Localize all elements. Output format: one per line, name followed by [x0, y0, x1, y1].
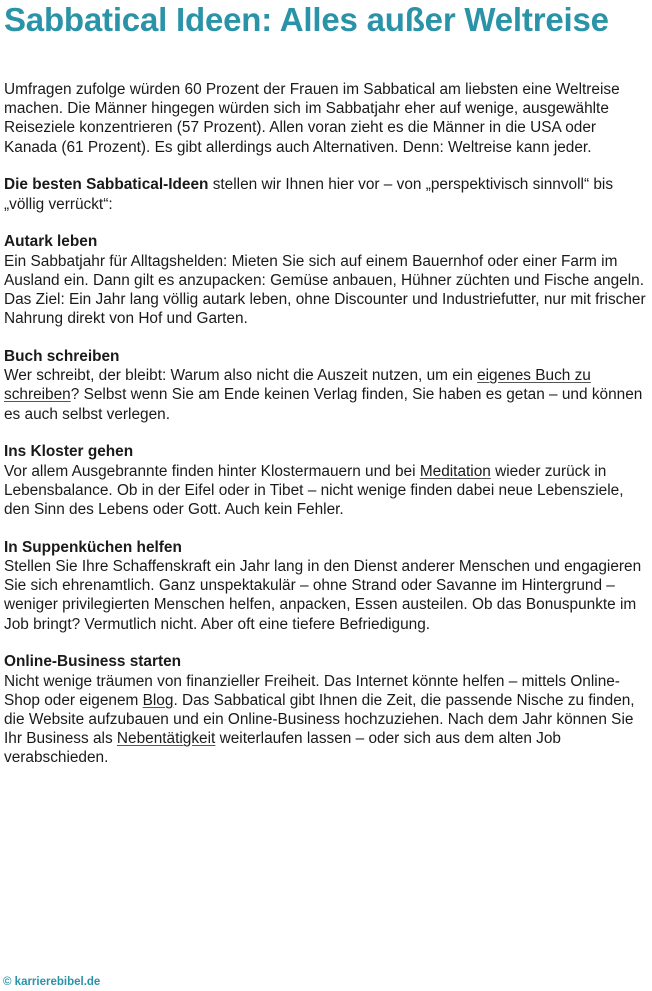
section-heading: Online-Business starten — [4, 653, 182, 671]
section-text: Ein Sabbatjahr für Alltagshelden: Mieten Sie sich auf einem Bauernhof oder einer Farm im Ausland ein. Dann gilt es anzupacken: Gemüse anbauen, Hühner züchten und Fische angeln. Das Ziel: Ein Jahr lang völlig autark leben, ohne Discounter und Industriefutter, nur mit frischer Nahrung direkt von Hof und Garten. — [4, 252, 646, 328]
section-kloster — [4, 442, 650, 519]
eigenes-buch-link[interactable]: eigenes Buch zu schreiben — [4, 367, 591, 404]
section-text-part: ? Selbst wenn Sie am Ende keinen Verlag finden, Sie haben es getan – und können es auch selbst verlegen. — [4, 386, 643, 423]
section-heading: In Suppenküchen helfen — [4, 538, 182, 556]
article-body — [4, 80, 650, 786]
nebentaetigkeit-link[interactable]: Nebentätigkeit — [116, 730, 216, 748]
copyright-footer: © karrierebibel.de — [3, 976, 101, 988]
intro-paragraph: Umfragen zufolge würden 60 Prozent der Frauen im Sabbatical am liebsten eine Weltreise machen. Die Männer hingegen würden sich im Sabbatjahr eher auf wenige, ausgewählte Reiseziele konzentrieren (57 Prozent). Allen voran zieht es die Männer in die USA oder Kanada (61 Prozent). Es gibt allerdings auch Alternativen. Denn: Weltreise kann jeder. — [4, 81, 620, 156]
lead-paragraph — [4, 175, 650, 213]
section-suppenkuechen — [4, 538, 650, 634]
section-text — [4, 366, 650, 424]
blog-link[interactable]: Blog — [142, 691, 174, 709]
lead-text: stellen wir Ihnen hier vor – von „perspektivisch sinnvoll“ bis „völlig verrückt“: — [4, 176, 614, 213]
section-text-part: Wer schreibt, der bleibt: Warum also nicht die Auszeit nutzen, um ein — [4, 367, 478, 385]
section-text — [4, 462, 650, 520]
lead-bold-text: Die besten Sabbatical-Ideen — [4, 176, 209, 194]
page-title: Sabbatical Ideen: Alles außer Weltreise — [4, 1, 609, 38]
section-text-part: wieder zurück in Lebensbalance. Ob in der Eifel oder in Tibet – nicht wenige finden dabei neue Lebensziele, den Sinn des Lebens oder Gott. Auch kein Fehler. — [4, 462, 624, 519]
section-heading: Ins Kloster gehen — [4, 443, 134, 461]
section-online-business — [4, 652, 650, 767]
section-heading: Autark leben — [4, 233, 98, 251]
section-buch-schreiben — [4, 347, 650, 424]
meditation-link[interactable]: Meditation — [419, 462, 491, 480]
section-heading: Buch schreiben — [4, 348, 120, 366]
section-autark-leben — [4, 232, 650, 328]
section-text — [4, 672, 650, 768]
section-text-part: Vor allem Ausgebrannte finden hinter Klostermauern und bei — [4, 462, 420, 480]
section-text-part: weiterlaufen lassen – oder sich aus dem alten Job verabschieden. — [4, 730, 561, 767]
section-text: Stellen Sie Ihre Schaffenskraft ein Jahr lang in den Dienst anderer Menschen und engagieren Sie sich ehrenamtlich. Ganz unspektakulär – ohne Strand oder Savanne im Hintergrund – weniger privilegierten Menschen helfen, anpacken, Essen austeilen. Ob das Bonuspunkte im Job bringt? Vermutlich nicht. Aber oft eine tiefere Befriedigung. — [4, 558, 642, 633]
section-text-part: . Das Sabbatical gibt Ihnen die Zeit, die passende Nische zu finden, die Website aufzubauen und ein Online-Business hochzuziehen. Nach dem Jahr können Sie Ihr Business als — [4, 691, 635, 748]
section-text-part: Nicht wenige träumen von finanzieller Freiheit. Das Internet könnte helfen – mittels Online-Shop oder eigenem — [4, 672, 620, 709]
